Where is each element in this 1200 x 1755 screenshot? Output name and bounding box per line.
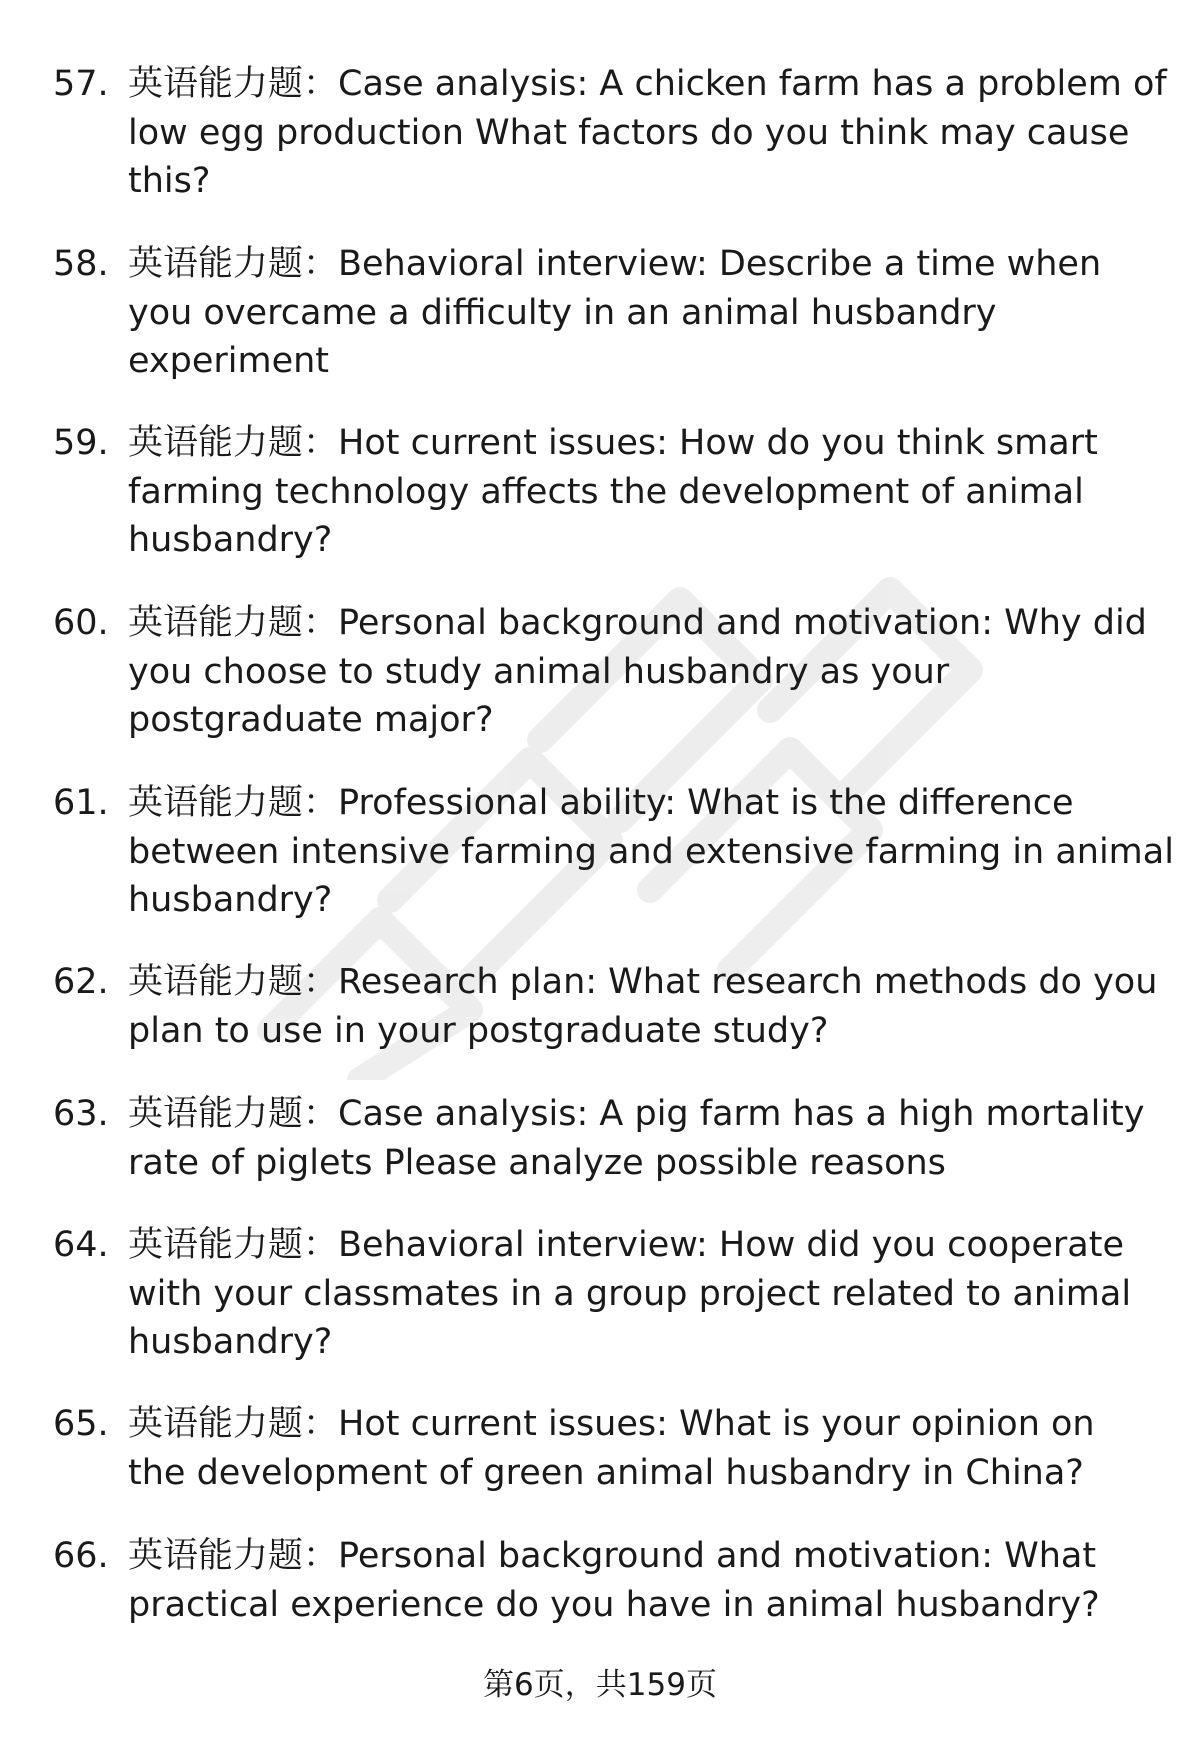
- question-line: between intensive farming and extensive farming in animal: [128, 831, 1174, 872]
- question-line-text: Case analysis: A chicken farm has a problem of: [338, 64, 1167, 104]
- question-line-text: Hot current issues: What is your opinion on: [338, 1404, 1095, 1444]
- question-text: [128, 419, 1173, 565]
- question-line-text: Behavioral interview: How did you cooperate: [338, 1225, 1124, 1265]
- question-line: [128, 958, 1173, 1007]
- question-line: experiment: [128, 341, 330, 381]
- question-line: [128, 779, 1173, 828]
- question-number: 61.: [53, 783, 109, 823]
- page-footer: [0, 1665, 1200, 1705]
- question-text: [128, 1090, 1173, 1187]
- question-line: you overcame a difficulty in an animal husbandry: [128, 292, 997, 333]
- question-text: [128, 240, 1173, 386]
- question-category: 英语能力题：: [128, 64, 339, 104]
- question-line: low egg production What factors do you think may cause: [128, 112, 1130, 153]
- question-category: 英语能力题：: [128, 962, 339, 1002]
- question-category: 英语能力题：: [128, 603, 339, 643]
- question-line-text: Behavioral interview: Describe a time when: [338, 244, 1102, 284]
- question-line-text: Personal background and motivation: Why did: [338, 603, 1147, 643]
- question-number: 63.: [53, 1094, 109, 1134]
- question-line: [128, 240, 1173, 289]
- question-line: the development of green animal husbandry in China?: [128, 1452, 1084, 1493]
- question-line-text: Professional ability: What is the difference: [338, 783, 1074, 823]
- question-number: 60.: [53, 603, 109, 643]
- question-line-text: Case analysis: A pig farm has a high mortality: [338, 1094, 1145, 1134]
- question-category: 英语能力题：: [128, 423, 339, 463]
- question-line: you choose to study animal husbandry as your: [128, 651, 950, 692]
- question-line-text: Hot current issues: How do you think smart: [338, 423, 1098, 463]
- page-number-label: 第6页，共159页: [483, 1667, 717, 1703]
- question-line: [128, 599, 1173, 648]
- question-category: 英语能力题：: [128, 1225, 339, 1265]
- question-line: husbandry?: [128, 1322, 333, 1362]
- question-line: [128, 1400, 1173, 1449]
- question-text: [128, 1400, 1173, 1497]
- question-line: [128, 1090, 1173, 1139]
- question-line: this?: [128, 161, 211, 201]
- question-number: 66.: [53, 1536, 109, 1576]
- question-category: 英语能力题：: [128, 244, 339, 284]
- question-text: [128, 599, 1173, 745]
- question-category: 英语能力题：: [128, 783, 339, 823]
- question-line: with your classmates in a group project related to animal: [128, 1273, 1132, 1314]
- question-line: husbandry?: [128, 520, 333, 560]
- question-line: postgraduate major?: [128, 700, 494, 740]
- question-number: 62.: [53, 962, 109, 1002]
- question-number: 65.: [53, 1404, 109, 1444]
- question-line: [128, 419, 1173, 468]
- question-line: rate of piglets Please analyze possible reasons: [128, 1142, 946, 1183]
- question-text: [128, 779, 1173, 925]
- question-line: farming technology affects the development of animal: [128, 471, 1084, 512]
- question-number: 58.: [53, 244, 109, 284]
- question-line: husbandry?: [128, 880, 333, 920]
- question-line-text: Personal background and motivation: What: [338, 1536, 1097, 1576]
- question-number: 57.: [53, 64, 109, 104]
- question-category: 英语能力题：: [128, 1536, 339, 1576]
- question-line: [128, 1221, 1173, 1270]
- question-line: practical experience do you have in animal husbandry?: [128, 1584, 1100, 1625]
- question-line-text: Research plan: What research methods do you: [338, 962, 1158, 1002]
- question-category: 英语能力题：: [128, 1404, 339, 1444]
- question-text: [128, 1221, 1173, 1367]
- question-line: [128, 1532, 1173, 1581]
- question-line: plan to use in your postgraduate study?: [128, 1010, 829, 1051]
- question-number: 59.: [53, 423, 109, 463]
- question-line: [128, 60, 1173, 109]
- question-category: 英语能力题：: [128, 1094, 339, 1134]
- question-text: [128, 958, 1173, 1055]
- question-text: [128, 1532, 1173, 1629]
- question-text: [128, 60, 1173, 206]
- question-number: 64.: [53, 1225, 109, 1265]
